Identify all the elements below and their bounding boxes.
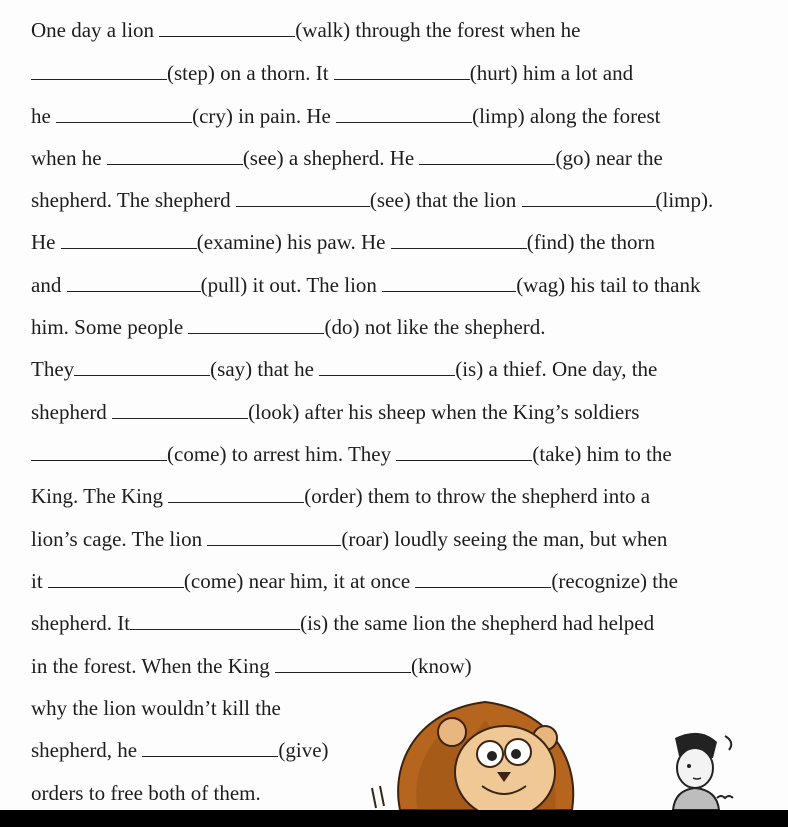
answer-blank[interactable] — [31, 441, 167, 461]
answer-blank[interactable] — [112, 399, 248, 419]
answer-blank[interactable] — [159, 17, 295, 37]
answer-blank[interactable] — [207, 526, 341, 546]
answer-blank[interactable] — [31, 60, 167, 80]
bottom-bar — [0, 810, 788, 827]
text-line-17: why the lion wouldn’t kill the — [31, 696, 281, 720]
text-line-9: They (say) that he (is) a thief. One day, the — [31, 357, 658, 381]
answer-blank[interactable] — [107, 145, 243, 165]
answer-blank[interactable] — [142, 737, 278, 757]
text-line-11: (come) to arrest him. They (take) him to the — [31, 439, 672, 469]
answer-blank[interactable] — [275, 653, 411, 673]
answer-blank[interactable] — [236, 187, 370, 207]
text-line-5: shepherd. The shepherd (see) that the lion (limp). — [31, 188, 714, 212]
answer-blank[interactable] — [61, 229, 197, 249]
answer-blank[interactable] — [168, 483, 304, 503]
answer-blank[interactable] — [419, 145, 555, 165]
text-line-12: King. The King (order) them to throw the shepherd into a — [31, 484, 651, 508]
text-line-1: One day a lion (walk) through the forest when he — [31, 18, 581, 42]
text-line-10: shepherd (look) after his sheep when the King’s soldiers — [31, 400, 640, 424]
answer-blank[interactable] — [336, 103, 472, 123]
text-line-2: (step) on a thorn. It (hurt) him a lot and — [31, 58, 633, 88]
answer-blank[interactable] — [382, 272, 516, 292]
man-icon — [655, 728, 765, 810]
answer-blank[interactable] — [391, 229, 527, 249]
answer-blank[interactable] — [522, 187, 656, 207]
answer-blank[interactable] — [319, 356, 455, 376]
answer-blank[interactable] — [74, 356, 210, 376]
text-line-15: shepherd. It (is) the same lion the shepherd had helped — [31, 611, 655, 635]
answer-blank[interactable] — [415, 568, 551, 588]
answer-blank[interactable] — [56, 103, 192, 123]
text-line-8: him. Some people (do) not like the shepherd. — [31, 315, 546, 339]
text-line-18: shepherd, he (give) — [31, 738, 329, 762]
text-line-6: He (examine) his paw. He (find) the thorn — [31, 230, 656, 254]
text-line-16: in the forest. When the King (know) — [31, 654, 472, 678]
answer-blank[interactable] — [396, 441, 532, 461]
answer-blank[interactable] — [48, 568, 184, 588]
answer-blank[interactable] — [188, 314, 324, 334]
text-line-19: orders to free both of them. — [31, 781, 261, 805]
answer-blank[interactable] — [67, 272, 201, 292]
text-line-14: it (come) near him, it at once (recognize) the — [31, 569, 678, 593]
lion-icon — [360, 680, 610, 810]
answer-blank[interactable] — [334, 60, 470, 80]
text-line-3: he (cry) in pain. He (limp) along the forest — [31, 104, 661, 128]
answer-blank[interactable] — [130, 610, 300, 630]
text-line-4: when he (see) a shepherd. He (go) near the — [31, 146, 663, 170]
text-line-7: and (pull) it out. The lion (wag) his tail to thank — [31, 273, 701, 297]
text-line-13: lion’s cage. The lion (roar) loudly seeing the man, but when — [31, 527, 668, 551]
